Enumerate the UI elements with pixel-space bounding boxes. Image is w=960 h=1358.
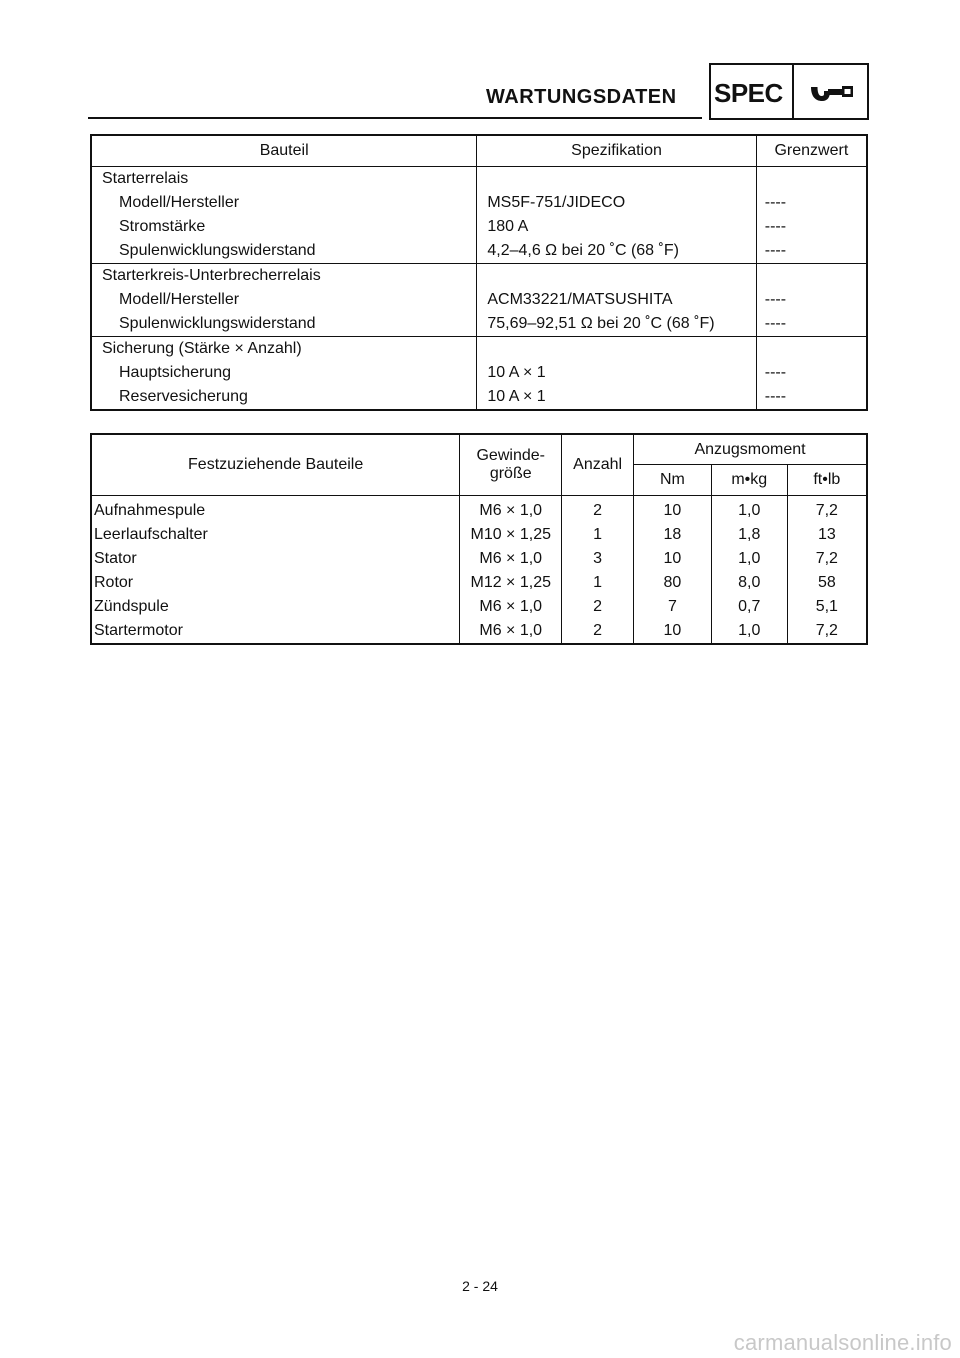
- page-header: [0, 0, 960, 130]
- table-row: Reservesicherung 10 A × 1 ----: [91, 385, 867, 410]
- torque-table-header: [91, 434, 867, 465]
- group-name: Starterkreis-Unterbrecherrelais: [91, 264, 477, 289]
- header-rule: [88, 117, 702, 119]
- table-row: Stromstärke 180 A ----: [91, 215, 867, 239]
- section-title: WARTUNGSDATEN: [486, 86, 677, 108]
- table-row: Modell/Hersteller MS5F-751/JIDECO ----: [91, 191, 867, 215]
- col-bauteil: Bauteil: [91, 135, 477, 167]
- col-qty: Anzahl: [562, 434, 634, 496]
- col-grenzwert: Grenzwert: [756, 135, 867, 167]
- watermark: carmanualsonline.info: [733, 1330, 952, 1355]
- table-row: Spulenwicklungswiderstand 75,69–92,51 Ω bei 20 ˚C (68 ˚F) ----: [91, 312, 867, 337]
- page-number: 2 - 24: [462, 1278, 498, 1294]
- group-row: [91, 264, 867, 289]
- spec-badge: SPEC: [714, 78, 783, 108]
- group-name: Sicherung (Stärke × Anzahl): [91, 337, 477, 362]
- col-mkg: m•kg: [711, 465, 787, 496]
- table-row: Spulenwicklungswiderstand 4,2–4,6 Ω bei 20 ˚C (68 ˚F) ----: [91, 239, 867, 264]
- table-row: Rotor M12 × 1,25 1 80 8,0 58: [91, 571, 867, 595]
- spec-table-header: [91, 135, 867, 167]
- table-row: Stator M6 × 1,0 3 10 1,0 7,2: [91, 547, 867, 571]
- wrench-icon: [808, 83, 856, 105]
- table-row: Zündspule M6 × 1,0 2 7 0,7 5,1: [91, 595, 867, 619]
- torque-table: [90, 433, 868, 645]
- group-name: Starterrelais: [91, 167, 477, 192]
- spec-table: [90, 134, 868, 411]
- table-row: Aufnahmespule M6 × 1,0 2 10 1,0 7,2: [91, 496, 867, 524]
- table-row: Hauptsicherung 10 A × 1 ----: [91, 361, 867, 385]
- group-row: [91, 167, 867, 192]
- col-spezifikation: Spezifikation: [477, 135, 756, 167]
- table-row: Modell/Hersteller ACM33221/MATSUSHITA ----: [91, 288, 867, 312]
- col-torque: Anzugsmoment: [634, 434, 867, 465]
- col-thread: Gewinde- größe: [460, 434, 562, 496]
- table-row: Startermotor M6 × 1,0 2 10 1,0 7,2: [91, 619, 867, 644]
- col-nm: Nm: [634, 465, 712, 496]
- col-part: Festzuziehende Bauteile: [91, 434, 460, 496]
- wrench-icon-box: [792, 63, 869, 120]
- table-row: Leerlaufschalter M10 × 1,25 1 18 1,8 13: [91, 523, 867, 547]
- col-ftlb: ft•lb: [787, 465, 867, 496]
- group-row: [91, 337, 867, 362]
